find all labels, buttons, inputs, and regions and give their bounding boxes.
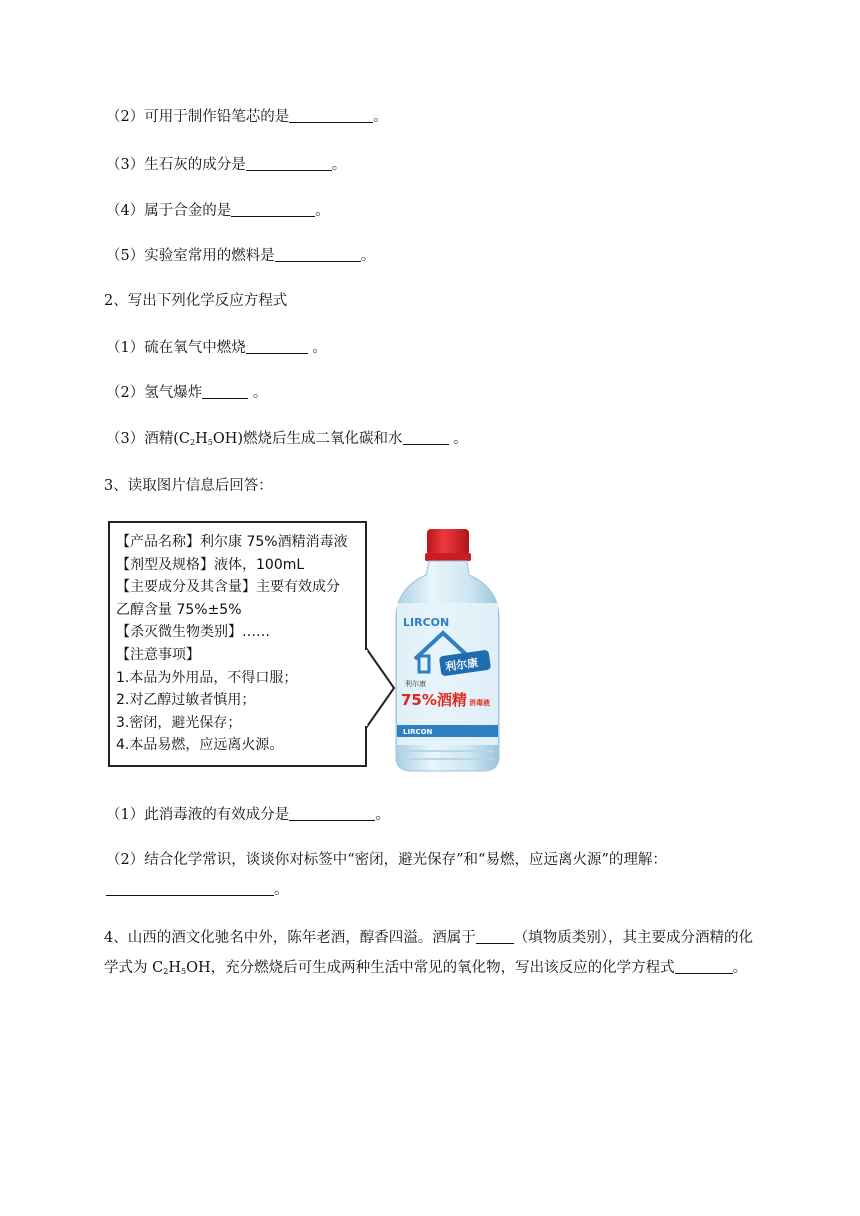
q3-item1-text: （1）此消毒液的有效成分是 [106,807,290,823]
q3-item1 [106,805,390,825]
label-line: 乙醇含量 75%±5% [116,601,242,618]
label-line: 2.对乙醇过敏者慎用； [116,692,256,709]
q4-text: （填物质类别），其主要成分酒精的化 [513,930,753,946]
label-line: 【注意事项】 [116,646,200,663]
period: 。 [331,157,347,173]
q2-item3-text: H [195,431,208,447]
answer-blank[interactable] [403,430,449,445]
answer-blank[interactable] [289,806,375,821]
bottle-logo-text: 利尔康 [444,656,479,674]
bottle-product: 75%酒精 [401,691,467,709]
q4-text: 4、山西的酒文化驰名中外，陈年老酒，醇香四溢。酒属于 [104,930,476,946]
q1-item5 [106,246,375,266]
q4-text: H [168,960,181,976]
period: 。 [375,807,390,823]
q2-item3-text: OH)燃烧后生成二氧化碳和水 [212,431,403,447]
q4-text: 学式为 C [104,960,164,976]
q3-item2 [106,850,667,870]
answer-blank[interactable] [476,929,514,944]
q4-text: OH，充分燃烧后可生成两种生活中常见的氧化物，写出该反应的化学方程式 [186,960,675,976]
q1-item3 [106,155,346,175]
answer-blank[interactable] [246,339,308,354]
subscript: 5 [180,967,187,976]
label-line: 1.本品为外用品，不得口服； [116,669,298,686]
answer-blank[interactable] [275,247,361,262]
label-line: 【杀灭微生物类别】…… [116,624,270,641]
disinfectant-bottle-image [385,525,510,775]
subscript: 5 [207,438,213,447]
q1-item4-text: （4）属于合金的是 [106,203,232,219]
subscript: 2 [189,438,196,447]
bottle-brand: LIRCON [403,616,450,629]
period: 。 [248,385,268,401]
period: 。 [274,882,289,898]
bottle-footer: LIRCON [403,728,433,736]
q1-item5-text: （5）实验室常用的燃料是 [106,248,275,264]
q3-title: 3、读取图片信息后回答： [104,478,273,494]
period: 。 [373,109,388,125]
q4-line1 [104,923,804,953]
q2-item3 [106,429,468,453]
period: 。 [732,960,748,976]
period: 。 [360,248,376,264]
bottle-small-brand: 利尔康 [405,680,426,688]
label-line: 【主要成分及其含量】主要有效成分 [116,579,340,596]
q2-item2 [106,383,267,403]
label-line: 4.本品易燃，应远离火源。 [116,737,284,754]
q2-item3-text: （3）酒精(C [106,431,190,447]
period: 。 [448,431,468,447]
answer-blank[interactable] [202,384,248,399]
q3-item2-answer [106,880,289,900]
q1-item2-text: （2）可用于制作铅笔芯的是 [106,109,290,125]
answer-blank[interactable] [231,202,315,217]
answer-blank[interactable] [246,156,332,171]
q1-item3-text: （3）生石灰的成分是 [106,157,246,173]
bottle-product-suffix: 消毒液 [469,699,490,707]
q2-item1-text: （1）硫在氧气中燃烧 [106,340,246,356]
period: 。 [307,340,327,356]
bottle-cap [427,529,469,555]
label-info-text [116,531,366,757]
label-line: 3.密闭，避光保存； [116,714,242,731]
period: 。 [315,203,330,219]
q1-item4 [106,201,330,221]
label-line: 【产品名称】利尔康 75%酒精消毒液 [116,534,348,550]
q4-line2 [104,953,804,987]
q3-item2-text: （2）结合化学常识，谈谈你对标签中“密闭，避光保存”和“易燃，应远离火源”的理解： [106,852,667,868]
q2-item2-text: （2）氢气爆炸 [106,385,203,401]
q2-item1 [106,338,327,358]
label-line: 【剂型及规格】液体，100mL [116,556,305,573]
q4-paragraph [104,923,804,987]
q2-title: 2、写出下列化学反应方程式 [104,293,288,309]
q1-item2 [106,107,388,127]
answer-blank[interactable] [675,959,733,974]
answer-blank[interactable] [289,108,373,123]
subscript: 2 [163,967,169,976]
answer-blank[interactable] [106,881,274,896]
